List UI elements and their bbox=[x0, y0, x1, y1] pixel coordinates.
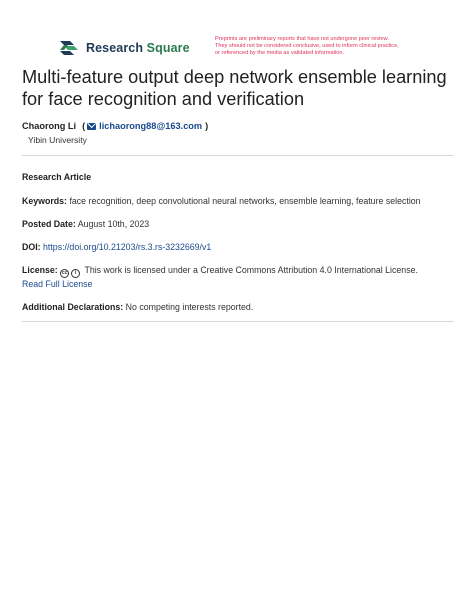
research-square-logo-icon bbox=[58, 38, 80, 58]
doi-link[interactable]: https://doi.org/10.21203/rs.3.rs-3232669/v1 bbox=[43, 242, 212, 252]
article-type: Research Article bbox=[22, 172, 92, 182]
author-name: Chaorong Li bbox=[22, 121, 77, 131]
author-affiliation: Yibin University bbox=[28, 135, 87, 145]
paren-open: ( bbox=[82, 121, 86, 131]
disclaimer-line-3: or referenced by the media as validated information. bbox=[215, 50, 345, 57]
read-full-license-link[interactable]: Read Full License bbox=[22, 279, 93, 289]
author-line bbox=[22, 121, 208, 131]
divider-top bbox=[22, 155, 454, 156]
paren-close: ) bbox=[205, 121, 209, 131]
keywords-label: Keywords: bbox=[22, 196, 67, 206]
paper-title: Multi-feature output deep network ensemble learning for face recognition and verification bbox=[22, 67, 447, 109]
keywords-value: face recognition, deep convolutional neural networks, ensemble learning, feature selection bbox=[69, 196, 421, 206]
license-label: License: bbox=[22, 265, 58, 275]
license-row bbox=[22, 264, 454, 278]
disclaimer-line-1: Preprints are preliminary reports that have not undergone peer review. bbox=[215, 36, 389, 42]
posted-date-label: Posted Date: bbox=[22, 219, 76, 229]
envelope-icon bbox=[87, 123, 96, 130]
cc-license-icons bbox=[60, 269, 80, 278]
header bbox=[0, 36, 474, 62]
preprint-disclaimer bbox=[215, 36, 445, 57]
attribution-icon: i bbox=[71, 269, 80, 278]
posted-date-value: August 10th, 2023 bbox=[77, 219, 150, 229]
read-full-license-row bbox=[22, 278, 454, 291]
author-email-link[interactable]: lichaorong88@163.com bbox=[99, 121, 203, 131]
doi-label: DOI: bbox=[22, 242, 41, 252]
disclaimer-line-2: They should not be considered conclusive, used to inform clinical practice, bbox=[215, 43, 399, 50]
creative-commons-icon: cc bbox=[61, 270, 68, 276]
divider-bottom bbox=[22, 321, 454, 322]
logo-text: Research Square bbox=[86, 41, 190, 55]
declarations-row bbox=[22, 301, 454, 314]
keywords-row bbox=[22, 195, 454, 208]
doi-row bbox=[22, 241, 454, 254]
declarations-label: Additional Declarations: bbox=[22, 302, 124, 312]
license-text: This work is licensed under a Creative Commons Attribution 4.0 International License. bbox=[84, 265, 418, 275]
research-square-logo[interactable] bbox=[58, 38, 190, 58]
declarations-value: No competing interests reported. bbox=[125, 302, 254, 312]
posted-date-row bbox=[22, 218, 454, 231]
